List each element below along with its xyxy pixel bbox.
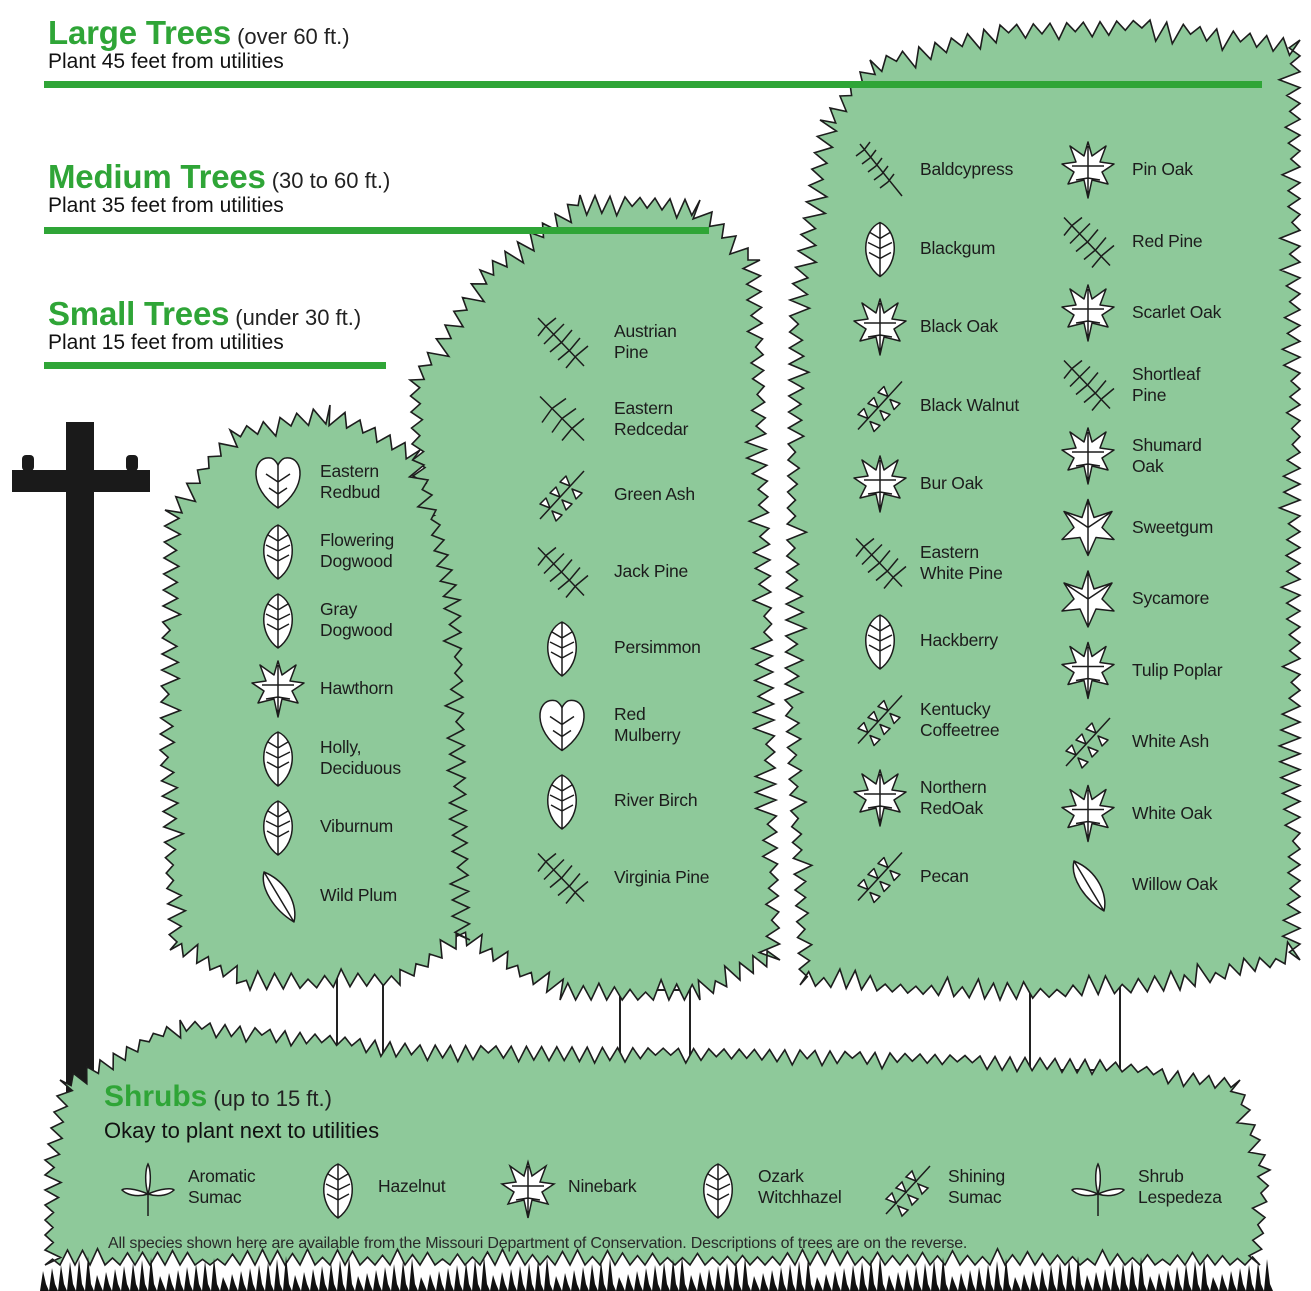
species-name-line1: Red Pine xyxy=(1132,230,1203,251)
large-tree-label xyxy=(1132,874,1262,895)
large-trees-title: Large Trees xyxy=(48,14,232,51)
small-trees-range: (under 30 ft.) xyxy=(235,305,362,330)
species-name-line2: Lespedeza xyxy=(1138,1187,1222,1207)
shrub-label xyxy=(948,1166,1068,1208)
species-name-line2: Coffeetree xyxy=(920,719,1000,740)
species-name-line1: White Oak xyxy=(1132,802,1212,823)
species-name-line2: White Pine xyxy=(920,562,1003,583)
medium-tree-label xyxy=(614,867,744,888)
large-tree-label xyxy=(1132,588,1262,609)
species-name-line2: Sumac xyxy=(948,1187,1002,1207)
large-tree-label xyxy=(920,159,1050,180)
species-name-line2: Pine xyxy=(614,342,649,362)
shrubs-heading xyxy=(104,1080,379,1144)
large-tree-label xyxy=(920,238,1050,259)
species-name-line1: Ninebark xyxy=(568,1176,637,1196)
species-name-line1: Jack Pine xyxy=(614,560,689,581)
small-tree-label xyxy=(320,885,430,906)
species-name-line1: Hazelnut xyxy=(378,1176,446,1196)
medium-tree-label xyxy=(614,561,744,582)
species-name-line2: Dogwood xyxy=(320,551,393,571)
large-tree-label xyxy=(920,395,1050,416)
large-trees-distance: Plant 45 feet from utilities xyxy=(48,50,284,73)
large-tree-label xyxy=(920,542,1050,584)
small-trees-distance: Plant 15 feet from utilities xyxy=(48,331,284,354)
species-name-line1: Kentucky xyxy=(920,698,991,719)
large-tree-label xyxy=(1132,231,1262,252)
small-tree-label xyxy=(320,461,430,503)
species-name-line1: Pin Oak xyxy=(1132,159,1193,179)
small-tree-label xyxy=(320,599,430,641)
large-tree-label xyxy=(920,630,1050,651)
species-name-line1: Baldcypress xyxy=(920,159,1014,179)
shrub-label xyxy=(1138,1166,1258,1208)
small-trees-heading xyxy=(48,297,361,353)
medium-trees-heading xyxy=(48,160,390,216)
species-name-line2: Witchhazel xyxy=(758,1187,842,1207)
large-tree-label xyxy=(920,473,1050,494)
large-tree-label xyxy=(1132,302,1262,323)
medium-tree-label xyxy=(614,321,744,363)
species-name-line1: Northern xyxy=(920,777,987,797)
species-name-line2: Deciduous xyxy=(320,758,401,778)
medium-tree-label xyxy=(614,398,744,440)
medium-trees-range: (30 to 60 ft.) xyxy=(271,168,391,193)
shrubs-range: (up to 15 ft.) xyxy=(213,1086,332,1111)
species-name-line1: Shrub xyxy=(1138,1166,1184,1186)
species-name-line1: Shining xyxy=(948,1166,1005,1186)
species-name-line1: Green Ash xyxy=(614,484,695,504)
species-name-line1: Red xyxy=(614,703,646,724)
species-name-line1: Flowering xyxy=(320,530,395,550)
species-name-line1: Sycamore xyxy=(1132,588,1210,608)
species-name-line2: Redbud xyxy=(320,482,381,502)
medium-tree-label xyxy=(614,484,744,505)
medium-trees-rule xyxy=(44,227,709,234)
species-name-line2: Oak xyxy=(1132,456,1164,476)
species-name-line1: Blackgum xyxy=(920,237,996,258)
large-tree-label xyxy=(1132,159,1262,180)
large-tree-label xyxy=(1132,731,1262,752)
large-trees-range: (over 60 ft.) xyxy=(237,24,350,49)
shrubs-title: Shrubs xyxy=(104,1080,208,1113)
species-name-line1: Eastern xyxy=(920,541,979,562)
species-name-line1: White Ash xyxy=(1132,731,1209,751)
medium-tree-label xyxy=(614,704,744,746)
large-tree-label xyxy=(920,866,1050,887)
large-tree-label xyxy=(1132,364,1262,406)
species-name-line1: Black Oak xyxy=(920,316,998,336)
medium-tree-label xyxy=(614,637,744,658)
shrub-label xyxy=(188,1166,308,1208)
shrubs-distance: Okay to plant next to utilities xyxy=(104,1118,380,1143)
large-tree-label xyxy=(920,316,1050,337)
species-name-line1: Tulip Poplar xyxy=(1132,659,1223,680)
species-name-line2: Pine xyxy=(1132,384,1167,405)
shrub-label xyxy=(568,1176,688,1197)
species-name-line1: Viburnum xyxy=(320,816,393,836)
species-name-line1: Shumard xyxy=(1132,435,1202,455)
species-name-line1: Bur Oak xyxy=(920,473,983,493)
species-name-line1: Holly, xyxy=(320,737,362,757)
large-tree-label xyxy=(920,777,1050,819)
small-tree-label xyxy=(320,737,430,779)
species-name-line1: Persimmon xyxy=(614,637,701,657)
species-name-line2: Dogwood xyxy=(320,620,393,640)
species-name-line1: Ozark xyxy=(758,1166,804,1186)
medium-tree-label xyxy=(614,790,744,811)
small-tree-label xyxy=(320,816,430,837)
small-tree-label xyxy=(320,530,430,572)
utility-pole xyxy=(12,422,150,1122)
species-name-line1: Eastern xyxy=(614,397,673,418)
large-tree-label xyxy=(1132,803,1262,824)
large-tree-label xyxy=(1132,660,1262,681)
small-trees-title: Small Trees xyxy=(48,295,230,332)
species-name-line2: Mulberry xyxy=(614,724,681,745)
species-name-line1: Hawthorn xyxy=(320,678,394,698)
species-name-line1: Virginia Pine xyxy=(614,866,710,887)
species-name-line1: Sweetgum xyxy=(1132,516,1214,537)
shrub-label xyxy=(758,1166,878,1208)
species-name-line1: Aromatic xyxy=(188,1166,256,1186)
species-name-line1: Willow Oak xyxy=(1132,874,1218,894)
species-name-line1: Scarlet Oak xyxy=(1132,302,1222,322)
species-name-line1: Pecan xyxy=(920,865,969,886)
species-name-line1: Black Walnut xyxy=(920,394,1020,415)
species-name-line2: Redcedar xyxy=(614,418,689,439)
large-trees-rule xyxy=(44,81,1262,88)
shrub-label xyxy=(378,1176,498,1197)
species-name-line1: Eastern xyxy=(320,461,379,481)
medium-trees-title: Medium Trees xyxy=(48,158,266,195)
large-tree-label xyxy=(920,699,1050,741)
species-name-line1: Gray xyxy=(320,599,358,619)
large-trees-heading xyxy=(48,16,350,72)
species-name-line1: River Birch xyxy=(614,790,698,810)
species-name-line1: Hackberry xyxy=(920,630,998,650)
footnote: All species shown here are available from the Missouri Department of Conservation. Descriptions of trees are on the reverse. xyxy=(108,1235,968,1252)
small-tree-label xyxy=(320,678,430,699)
small-trees-rule xyxy=(44,362,386,369)
large-tree-label xyxy=(1132,435,1262,477)
species-name-line2: Sumac xyxy=(188,1187,242,1207)
species-name-line1: Austrian xyxy=(614,321,677,341)
species-name-line1: Wild Plum xyxy=(320,885,397,905)
species-name-line1: Shortleaf xyxy=(1132,363,1201,384)
medium-trees-distance: Plant 35 feet from utilities xyxy=(48,194,284,217)
species-name-line2: RedOak xyxy=(920,798,983,818)
large-tree-label xyxy=(1132,517,1262,538)
